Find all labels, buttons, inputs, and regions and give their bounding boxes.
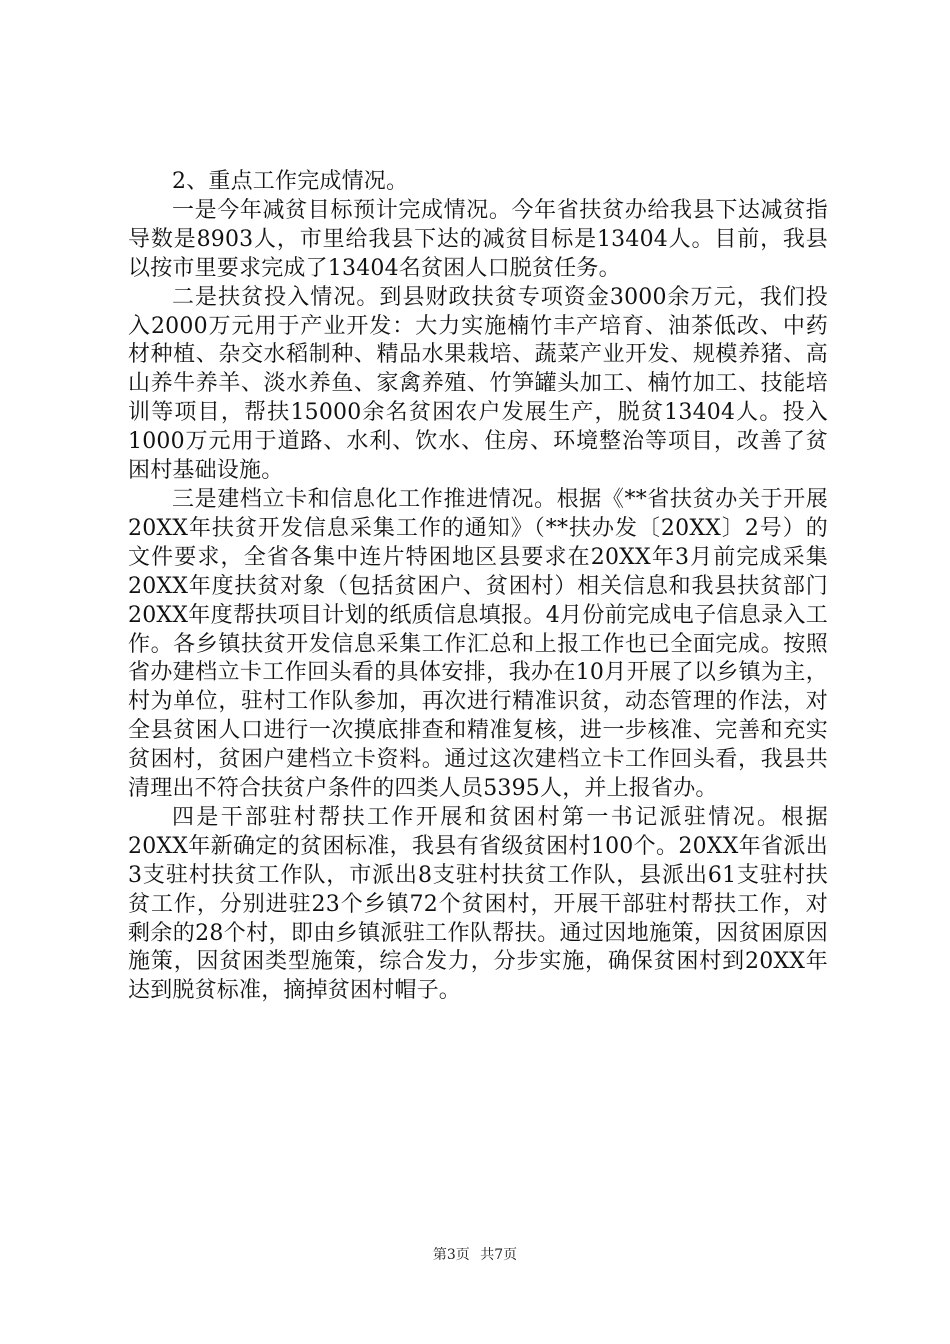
page-footer: [0, 1244, 950, 1264]
section-heading: 2、重点工作完成情况。: [172, 169, 409, 194]
page-number: 第3页: [432, 1247, 470, 1263]
page-total: 共7页: [480, 1247, 518, 1263]
document-body: [128, 168, 828, 1006]
paragraph-poverty-investment: 二是扶贫投入情况。到县财政扶贫专项资金3000余万元，我们投入2000万元用于产业开发：大力实施楠竹丰产培育、油茶低改、中药材种植、杂交水稻制种、精品水果栽培、蔬菜产业开发、规模养猪、高山养牛养羊、淡水养鱼、家禽养殖、竹笋罐头加工、楠竹加工、技能培训等项目，帮扶15000余名贫困农户发展生产，脱贫13404人。投入1000万元用于道路、水利、饮水、住房、环境整治等项目，改善了贫困村基础设施。: [128, 284, 828, 484]
paragraph-village-cadre-assistance: 四是干部驻村帮扶工作开展和贫困村第一书记派驻情况。根据20XX年新确定的贫困标准，我县有省级贫困村100个。20XX年省派出3支驻村扶贫工作队，市派出8支驻村扶贫工作队，县派出61支驻村扶贫工作，分别进驻23个乡镇72个贫困村，开展干部驻村帮扶工作，对剩余的28个村，即由乡镇派驻工作队帮扶。通过因地施策，因贫困原因施策，因贫困类型施策，综合发力，分步实施，确保贫困村到20XX年达到脱贫标准，摘掉贫困村帽子。: [128, 804, 828, 1004]
paragraph-registration-informatization: 三是建档立卡和信息化工作推进情况。根据《**省扶贫办关于开展20XX年扶贫开发信息采集工作的通知》（**扶办发〔20XX〕2号）的文件要求，全省各集中连片特困地区县要求在20XX年3月前完成采集20XX年度扶贫对象（包括贫困户、贫困村）相关信息和我县扶贫部门20XX年度帮扶项目计划的纸质信息填报。4月份前完成电子信息录入工作。各乡镇扶贫开发信息采集工作汇总和上报工作也已全面完成。按照省办建档立卡工作回头看的具体安排，我办在10月开展了以乡镇为主，村为单位，驻村工作队参加，再次进行精准识贫，动态管理的作法，对全县贫困人口进行一次摸底排查和精准复核，进一步核准、完善和充实贫困村，贫困户建档立卡资料。通过这次建档立卡工作回头看，我县共清理出不符合扶贫户条件的四类人员5395人，并上报省办。: [128, 486, 828, 802]
paragraph-poverty-reduction-target: 一是今年减贫目标预计完成情况。今年省扶贫办给我县下达减贫指导数是8903人，市里给我县下达的减贫目标是13404人。目前，我县以按市里要求完成了13404名贫困人口脱贫任务。: [128, 197, 828, 281]
